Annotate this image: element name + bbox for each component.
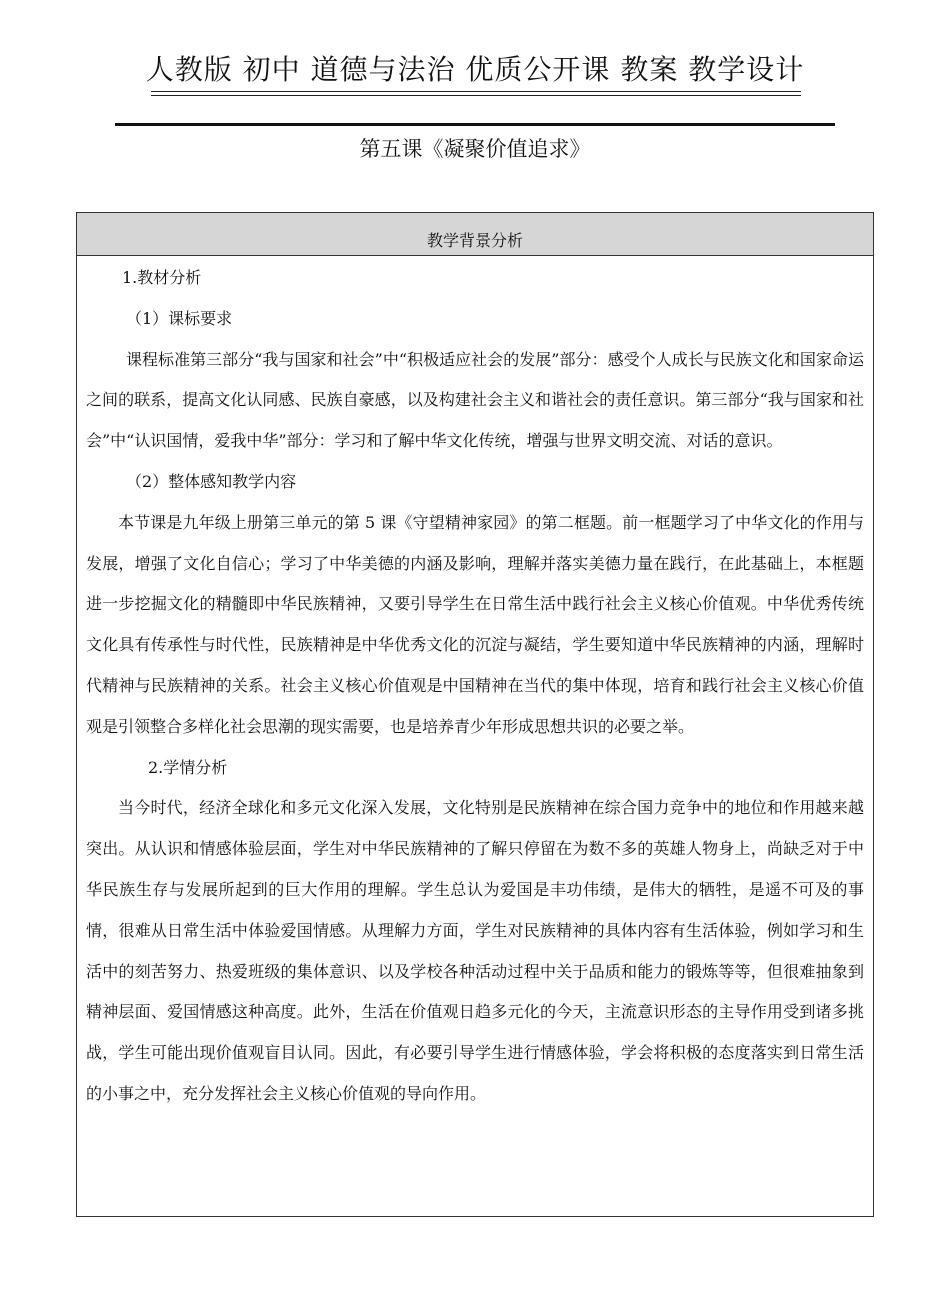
paragraph-teaching-content: 本节课是九年级上册第三单元的第 5 课《守望精神家园》的第二框题。前一框题学习了中华文化的作用与发展，增强了文化自信心；学习了中华美德的内涵及影响，理解并落实美德力量在践行，在此基础上，本框题进一步挖掘文化的精髓即中华民族精神，又要引导学生在日常生活中践行社会主义核心价值观。中华优秀传统文化具有传承性与时代性，民族精神是中华优秀文化的沉淀与凝结，学生要知道中华民族精神的内涵，理解时代精神与民族精神的关系。社会主义核心价值观是中国精神在当代的集中体现，培育和践行社会主义核心价值观是引领整合多样化社会思潮的现实需要，也是培养青少年形成思想共识的必要之举。 xyxy=(86,512,864,736)
header-divider-lower xyxy=(151,95,801,96)
document-header-title: 人教版 初中 道德与法治 优质公开课 教案 教学设计 xyxy=(145,53,805,86)
page-divider xyxy=(115,123,835,126)
background-analysis-table xyxy=(76,212,874,1217)
paragraph-learner-analysis: 当今时代，经济全球化和多元文化深入发展，文化特别是民族精神在综合国力竞争中的地位和作用越来越突出。从认识和情感体验层面，学生对中华民族精神的了解只停留在为数不多的英雄人物身上，尚缺乏对于中华民族生存与发展所起到的巨大作用的理解。学生总认为爱国是丰功伟绩，是伟大的牺牲，是遥不可及的事情，很难从日常生活中体验爱国情感。从理解力方面，学生对民族精神的具体内容有生活体验，例如学习和生活中的刻苦努力、热爱班级的集体意识、以及学校各种活动过程中关于品质和能力的锻炼等等，但很难抽象到精神层面、爱国情感这种高度。此外，生活在价值观日趋多元化的今天，主流意识形态的主导作用受到诸多挑战，学生可能出现价值观盲目认同。因此，有必要引导学生进行情感体验，学会将积极的态度落实到日常生活的小事之中，充分发挥社会主义核心价值观的导向作用。 xyxy=(86,798,864,1103)
subsection-heading-curriculum-standard: （1）课标要求 xyxy=(126,308,233,328)
subsection-heading-teaching-content: （2）整体感知教学内容 xyxy=(126,471,297,491)
table-body xyxy=(77,256,873,1115)
table-heading: 教学背景分析 xyxy=(77,213,873,256)
paragraph-curriculum-standard: 课程标准第三部分“我与国家和社会”中“积极适应社会的发展”部分：感受个人成长与民族文化和国家命运之间的联系，提高文化认同感、民族自豪感，以及构建社会主义和谐社会的责任意识。第三部分“我与国家和社会”中“认识国情，爱我中华”部分：学习和了解中华文化传统，增强与世界文明交流、对话的意识。 xyxy=(86,349,864,451)
section-heading-learner-analysis: 2.学情分析 xyxy=(148,757,228,777)
section-heading-textbook-analysis: 1.教材分析 xyxy=(122,268,202,287)
lesson-title: 第五课《凝聚价值追求》 xyxy=(359,137,591,161)
header-divider-upper xyxy=(151,91,801,92)
